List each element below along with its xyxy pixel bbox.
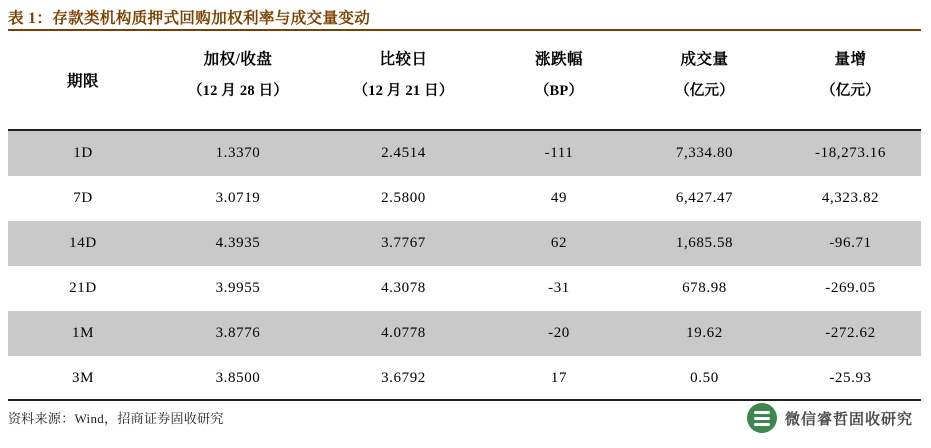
cell-term: 1M [8,311,158,356]
table-body [8,130,921,401]
cell-volume: 7,334.80 [629,130,780,176]
column-header-compare-line2: （12 月 21 日） [318,71,489,130]
table-row [8,311,921,356]
cell-term: 1D [8,130,158,176]
column-header-period: 期限 [8,31,158,130]
cell-volume: 1,685.58 [629,221,780,266]
cell-weighted: 3.9955 [158,266,318,311]
cell-change: 62 [489,221,629,266]
cell-change: 49 [489,176,629,221]
cell-volume-change: 4,323.82 [780,176,921,221]
column-header-volume-line1: 成交量 [680,51,729,68]
table-row [8,356,921,401]
data-table-wrapper [8,31,921,401]
watermark-stamp [747,396,915,440]
table-row [8,130,921,176]
cell-term: 3M [8,356,158,401]
cell-compare: 2.5800 [318,176,489,221]
cell-weighted: 4.3935 [158,221,318,266]
column-header-compare-line1: 比较日 [379,51,428,68]
table-row [8,176,921,221]
cell-change: -31 [489,266,629,311]
cell-change: -111 [489,130,629,176]
cell-volume: 6,427.47 [629,176,780,221]
cell-change: -20 [489,311,629,356]
cell-compare: 4.0778 [318,311,489,356]
source-note: 资料来源：Wind，招商证券固收研究 [8,411,224,426]
cell-change: 17 [489,356,629,401]
cell-volume-change: -272.62 [780,311,921,356]
cell-volume-change: -18,273.16 [780,130,921,176]
cell-weighted: 1.3370 [158,130,318,176]
cell-compare: 3.6792 [318,356,489,401]
cell-volume: 0.50 [629,356,780,401]
column-header-volchange-line2: （亿元） [780,71,921,130]
cell-volume-change: -96.71 [780,221,921,266]
table-row [8,266,921,311]
column-header-change-line2: （BP） [489,71,629,130]
cell-volume-change: -25.93 [780,356,921,401]
figure-title-text: 表 1：存款类机构质押式回购加权利率与成交量变动 [8,10,371,27]
column-header-volchange-line1: 量增 [834,51,867,68]
cell-term: 21D [8,266,158,311]
cell-compare: 2.4514 [318,130,489,176]
cell-weighted: 3.8500 [158,356,318,401]
table-header-row-1 [8,31,921,71]
table-row [8,221,921,266]
cell-volume-change: -269.05 [780,266,921,311]
cell-term: 7D [8,176,158,221]
cell-term: 14D [8,221,158,266]
cell-volume: 678.98 [629,266,780,311]
column-header-weighted-line1: 加权/收盘 [203,51,273,68]
column-header-change-line1: 涨跌幅 [534,51,583,68]
cell-compare: 3.7767 [318,221,489,266]
watermark-text: 微信睿哲固收研究 [785,411,914,428]
cell-compare: 4.3078 [318,266,489,311]
cell-weighted: 3.8776 [158,311,318,356]
cell-volume: 19.62 [629,311,780,356]
cell-weighted: 3.0719 [158,176,318,221]
column-header-weighted-line2: （12 月 28 日） [158,71,318,130]
repo-rate-table [8,31,921,401]
wechat-logo-icon [747,403,777,433]
column-header-volume-line2: （亿元） [629,71,780,130]
table-head [8,31,921,130]
